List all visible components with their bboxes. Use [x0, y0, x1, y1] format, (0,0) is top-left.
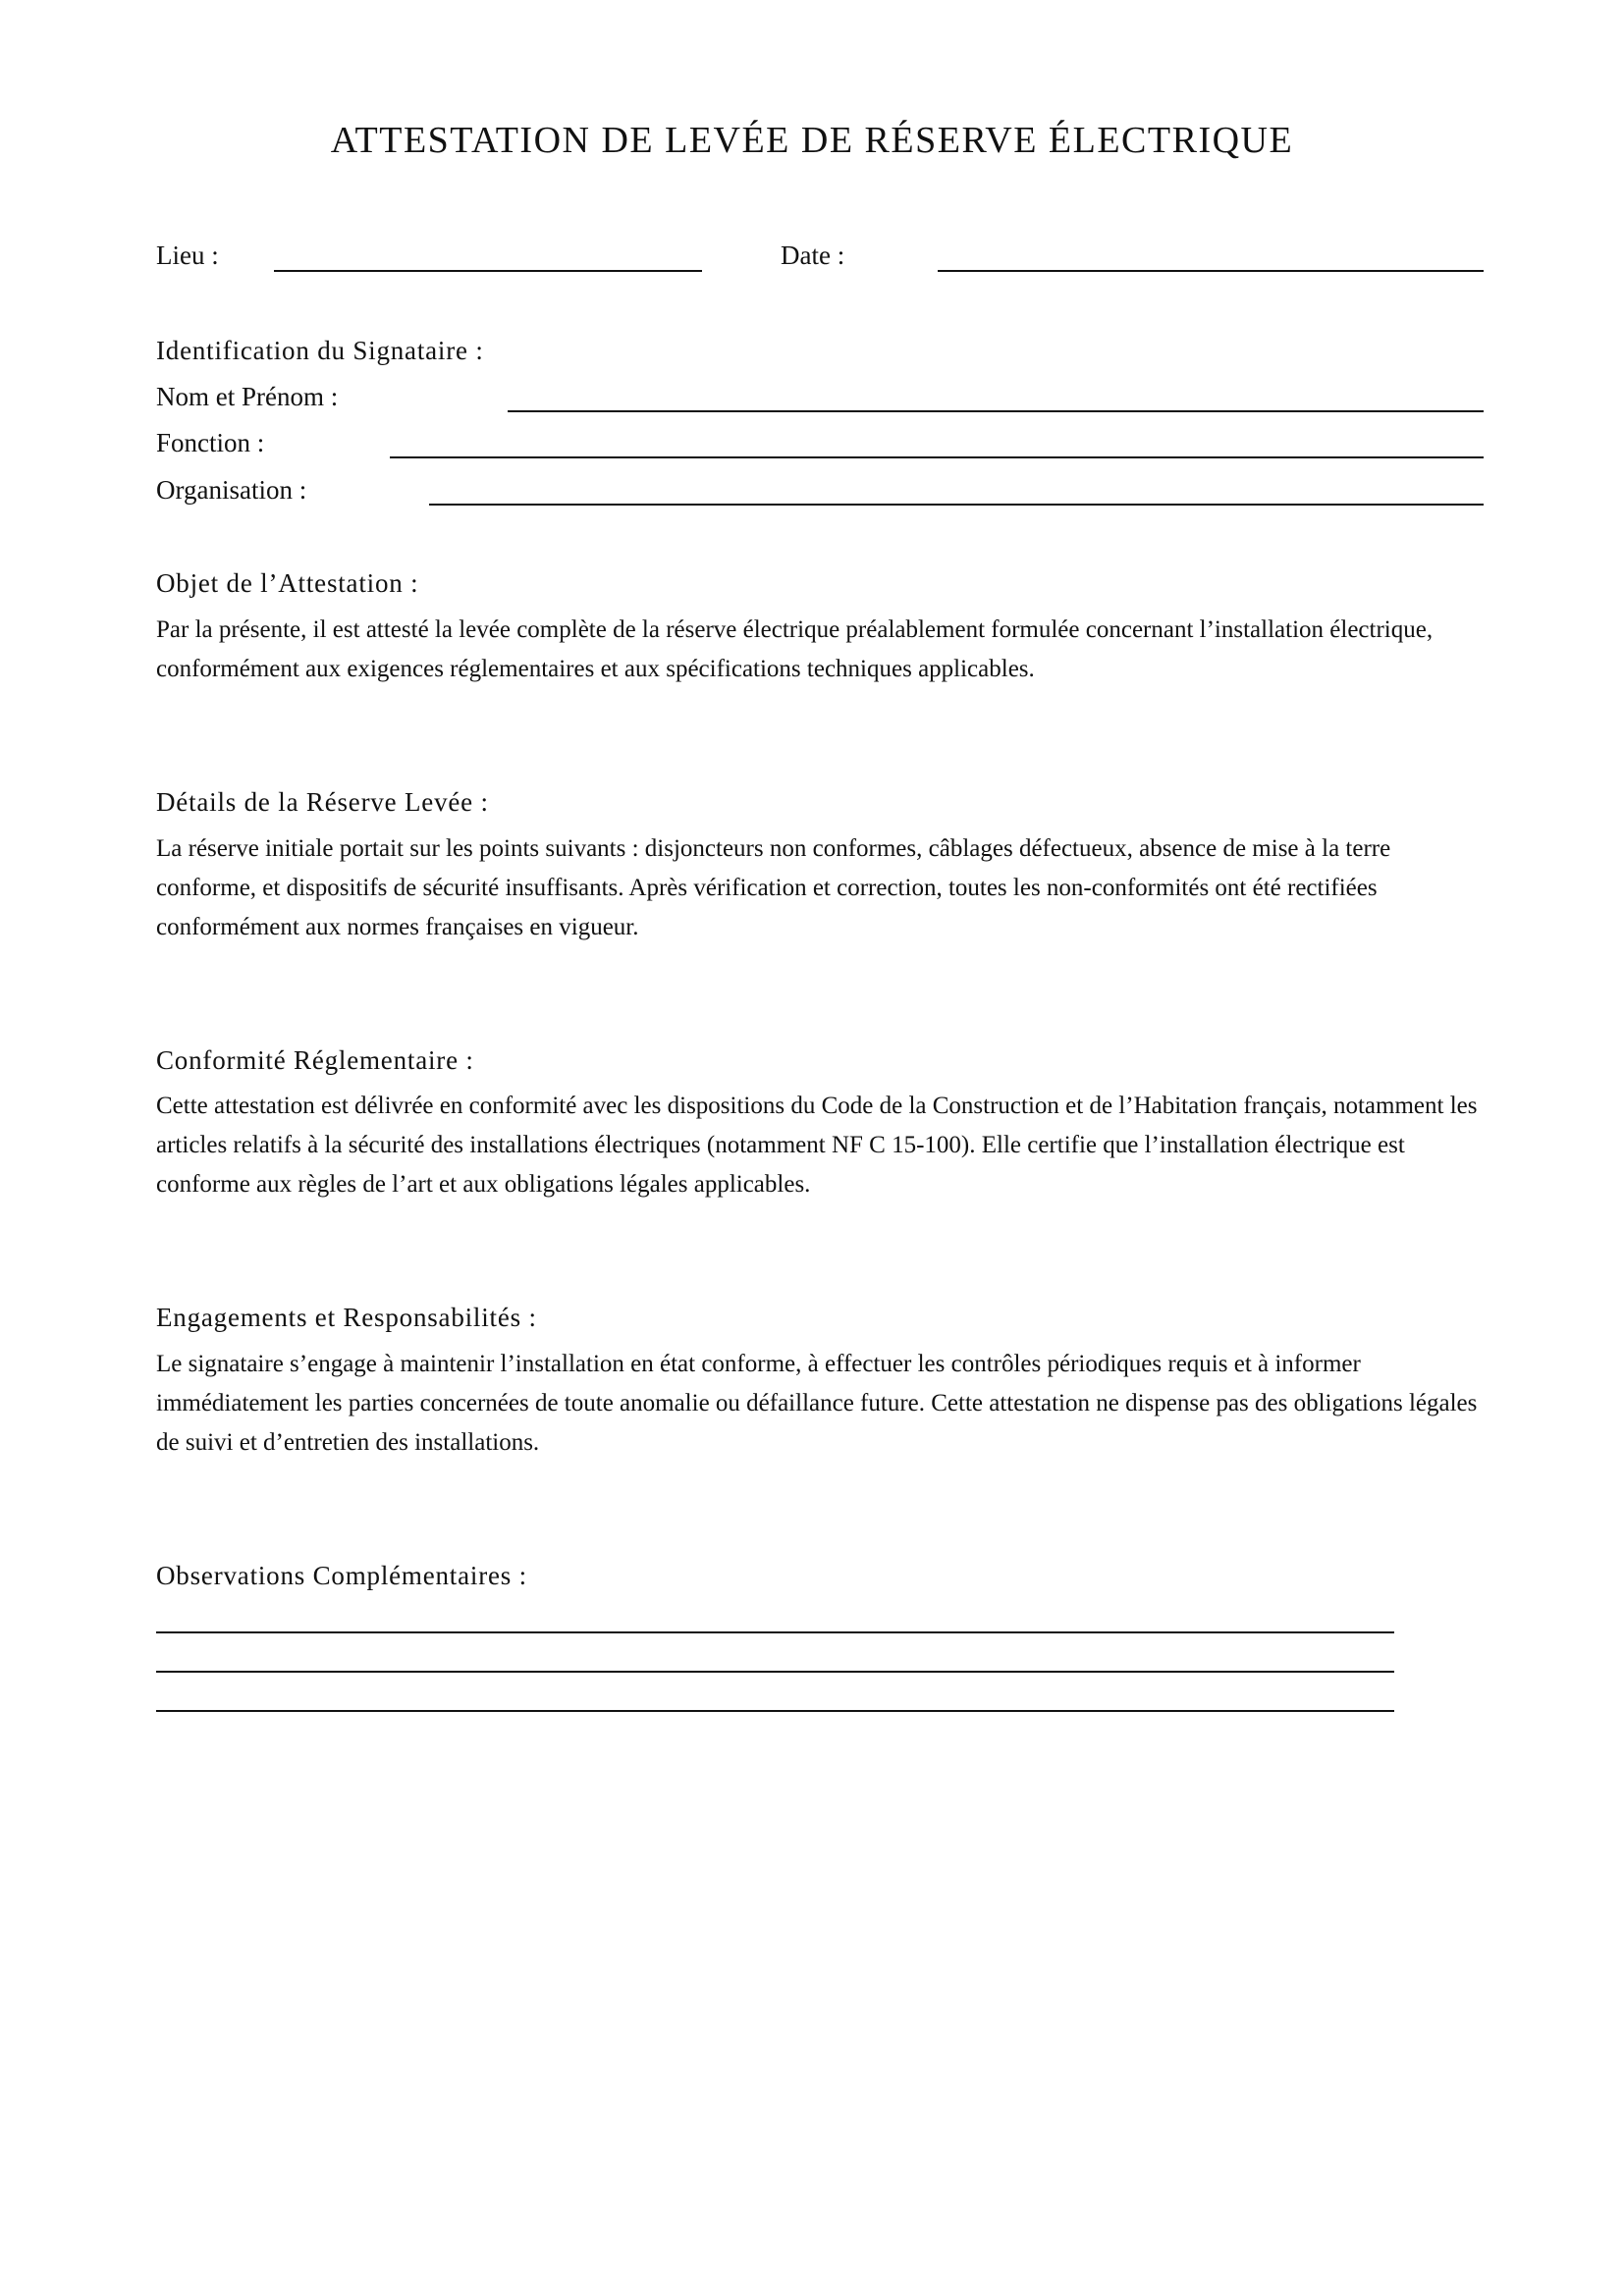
date-label: Date : — [781, 240, 845, 270]
section-text-details: La réserve initiale portait sur les points suivants : disjoncteurs non conformes, câblages défectueux, absence de mise à la terre conforme, et dispositifs de sécurité insuffisants. Après vérification et correction, toutes les non-conformités ont été rectifiées conformément aux normes françaises en vigueur. — [156, 835, 1391, 940]
date-field[interactable] — [938, 270, 1484, 272]
section-text-object: Par la présente, il est attesté la levée complète de la réserve électrique préalablement formulée concernant l’installation électrique, conformément aux exigences réglementaires et aux spécifications techniques applicables. — [156, 616, 1434, 682]
name-field[interactable] — [508, 410, 1484, 412]
organisation-label: Organisation : — [156, 475, 307, 505]
organisation-field[interactable] — [429, 504, 1484, 506]
function-field[interactable] — [390, 456, 1484, 458]
observations-line[interactable] — [156, 1710, 1394, 1712]
function-label: Fonction : — [156, 428, 265, 457]
observations-line[interactable] — [156, 1631, 1394, 1633]
section-text-commitments: Le signataire s’engage à maintenir l’installation en état conforme, à effectuer les contrôles périodiques requis et à informer immédiatement les parties concernées de toute anomalie ou défaillance future. Cette attestation ne dispense pas des obligations légales de suivi et d’entretien des installations. — [156, 1351, 1478, 1456]
document-title: ATTESTATION DE LEVÉE DE RÉSERVE ÉLECTRIQUE — [330, 120, 1294, 161]
section-heading-object: Objet de l’Attestation : — [156, 568, 419, 598]
name-label: Nom et Prénom : — [156, 382, 339, 411]
section-text-compliance: Cette attestation est délivrée en conformité avec les dispositions du Code de la Construction et de l’Habitation français, notamment les articles relatifs à la sécurité des installations électriques (notamment NF C 15-100). Elle certifie que l’installation électrique est conforme aux règles de l’art et aux obligations légales applicables. — [156, 1093, 1478, 1198]
section-heading-commitments: Engagements et Responsabilités : — [156, 1303, 537, 1332]
observations-line[interactable] — [156, 1671, 1394, 1673]
section-heading-compliance: Conformité Réglementaire : — [156, 1045, 474, 1075]
place-label: Lieu : — [156, 240, 219, 270]
signatory-heading: Identification du Signataire : — [156, 336, 484, 365]
section-heading-details: Détails de la Réserve Levée : — [156, 787, 489, 817]
place-field[interactable] — [274, 270, 702, 272]
observations-heading: Observations Complémentaires : — [156, 1561, 527, 1590]
